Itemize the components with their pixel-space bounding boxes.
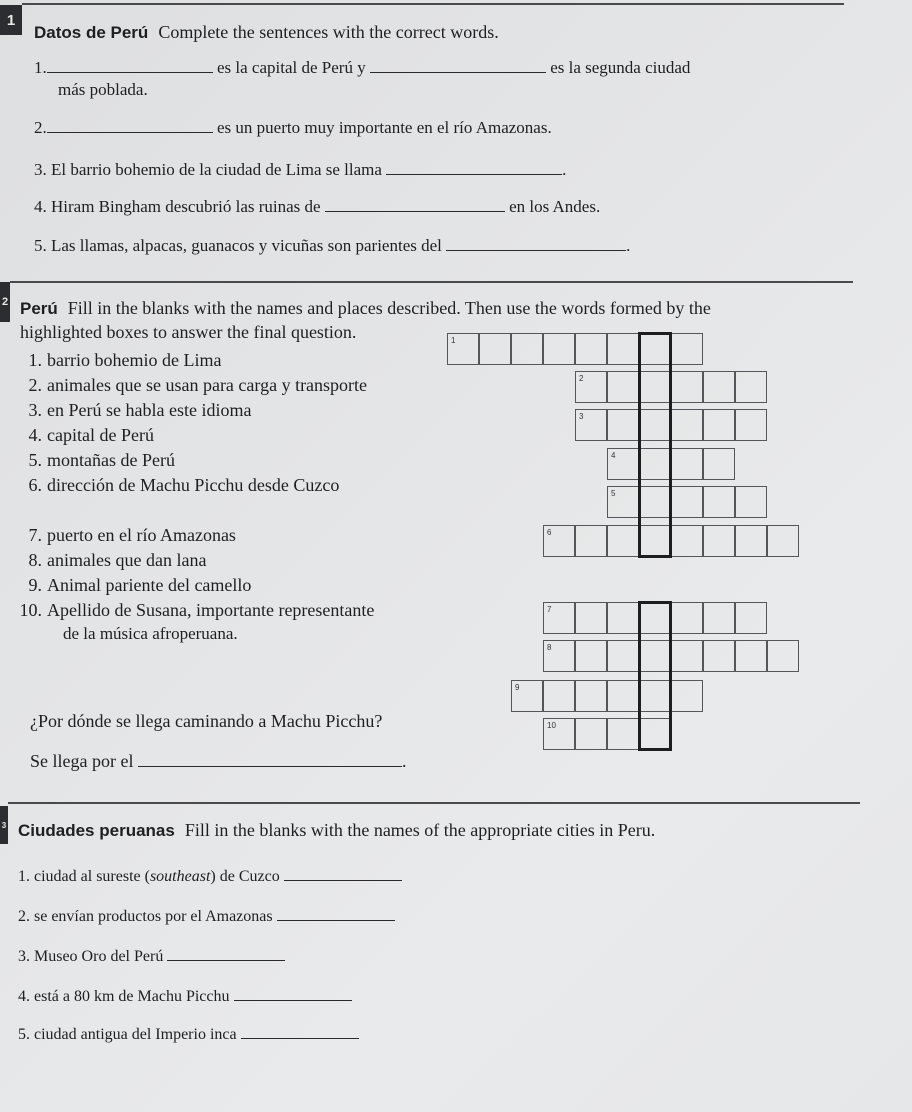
crossword-cell[interactable]: [543, 525, 575, 557]
crossword-cell[interactable]: [735, 640, 767, 672]
section3-title: Ciudades peruanas: [18, 821, 175, 840]
clue-6: [16, 474, 339, 496]
crossword-cell[interactable]: [639, 409, 671, 441]
crossword-cell[interactable]: [447, 333, 479, 365]
crossword-cell[interactable]: [575, 525, 607, 557]
clue-number: 7.: [28, 525, 42, 545]
s3-item-1: [18, 866, 402, 887]
punct: .: [626, 236, 631, 255]
crossword-cell[interactable]: [735, 525, 767, 557]
crossword-cell[interactable]: [639, 680, 671, 712]
crossword-cell[interactable]: [575, 409, 607, 441]
section3-top-rule: [8, 802, 860, 804]
s3-item1-italic: southeast: [149, 868, 211, 885]
s1-item-1-cont: más poblada.: [58, 80, 148, 99]
clue-text: en Perú se habla este idioma: [47, 400, 252, 420]
crossword-cell[interactable]: [703, 486, 735, 518]
crossword-clue-number: 1: [451, 336, 456, 345]
s1-item-1: [34, 58, 690, 78]
s1-item1-text-b: es la segunda ciudad: [550, 58, 691, 77]
crossword-cell[interactable]: [671, 371, 703, 403]
s3-item-2: [18, 906, 395, 927]
section1-badge: [0, 5, 22, 35]
crossword-cell[interactable]: [575, 602, 607, 634]
crossword-clue-number: 10: [547, 721, 556, 730]
clue-10-cont: de la música afroperuana.: [63, 624, 238, 643]
crossword-cell[interactable]: [767, 525, 799, 557]
crossword-cell[interactable]: [607, 680, 639, 712]
section3-badge-number: 3: [1, 820, 7, 830]
crossword-clue-number: 7: [547, 605, 552, 614]
crossword-cell[interactable]: [607, 486, 639, 518]
final-question: ¿Por dónde se llega caminando a Machu Picchu?: [30, 711, 383, 731]
clue-number: 2.: [28, 375, 42, 395]
item-number: 4.: [34, 197, 47, 216]
crossword-cell[interactable]: [543, 333, 575, 365]
crossword-cell[interactable]: [703, 640, 735, 672]
crossword-cell[interactable]: [639, 640, 671, 672]
section2-instruction-cont: highlighted boxes to answer the final question.: [20, 322, 357, 342]
crossword-cell[interactable]: [543, 640, 575, 672]
clue-2: [16, 374, 367, 396]
s1-item-4: [34, 197, 600, 217]
s3-item5-text: ciudad antigua del Imperio inca: [34, 1026, 237, 1043]
crossword-cell[interactable]: [735, 602, 767, 634]
clue-text: puerto en el río Amazonas: [47, 525, 236, 545]
punct: .: [562, 160, 567, 179]
s1-item4-after: en los Andes.: [509, 197, 601, 216]
clue-text: Animal pariente del camello: [47, 575, 252, 595]
item-number: 5.: [18, 1026, 30, 1043]
crossword-cell[interactable]: [767, 640, 799, 672]
crossword-clue-number: 2: [579, 374, 584, 383]
section2-badge-number: 2: [1, 296, 9, 308]
crossword-cell[interactable]: [703, 371, 735, 403]
clue-10: [16, 599, 374, 621]
s3-item1-blank[interactable]: [284, 866, 402, 881]
crossword-cell[interactable]: [607, 448, 639, 480]
final-answer: [30, 750, 406, 772]
crossword-clue-number: 8: [547, 643, 552, 652]
item-number: 4.: [18, 988, 30, 1005]
crossword-cell[interactable]: [575, 333, 607, 365]
item-number: 3.: [18, 948, 30, 965]
crossword-cell[interactable]: [607, 371, 639, 403]
section2-header: [20, 298, 711, 319]
crossword-clue-number: 6: [547, 528, 552, 537]
item-number: 1.: [18, 868, 30, 885]
crossword-cell[interactable]: [639, 718, 671, 750]
s1-item4-blank[interactable]: [325, 197, 505, 212]
s1-item3-blank[interactable]: [386, 160, 562, 175]
s1-item2-blank[interactable]: [47, 118, 213, 133]
crossword-cell[interactable]: [703, 602, 735, 634]
item-number: 1.: [34, 58, 47, 77]
s1-item-2: [34, 118, 552, 138]
section3-instruction: Fill in the blanks with the names of the appropriate cities in Peru.: [184, 820, 656, 840]
s3-item3-text: Museo Oro del Perú: [34, 948, 164, 965]
s3-item-4: [18, 986, 352, 1007]
crossword-cell[interactable]: [639, 486, 671, 518]
crossword-clue-number: 4: [611, 451, 616, 460]
section1-top-rule: [22, 3, 844, 5]
crossword-clue-number: 5: [611, 489, 616, 498]
crossword-cell[interactable]: [639, 371, 671, 403]
crossword-cell[interactable]: [639, 448, 671, 480]
clue-number: 8.: [28, 550, 42, 570]
crossword-cell[interactable]: [639, 525, 671, 557]
crossword-cell[interactable]: [511, 333, 543, 365]
crossword-clue-number: 9: [515, 683, 520, 692]
crossword-cell[interactable]: [607, 640, 639, 672]
crossword-cell[interactable]: [479, 333, 511, 365]
section1-header: [34, 22, 499, 43]
crossword-cell[interactable]: [671, 680, 703, 712]
section1-title: Datos de Perú: [34, 23, 149, 42]
s3-item3-blank[interactable]: [167, 946, 285, 961]
crossword-cell[interactable]: [575, 640, 607, 672]
crossword-cell[interactable]: [543, 602, 575, 634]
crossword-cell[interactable]: [671, 409, 703, 441]
s1-item3-text: El barrio bohemio de la ciudad de Lima se llama: [51, 160, 382, 179]
clue-text: dirección de Machu Picchu desde Cuzco: [47, 475, 340, 495]
clue-number: 4.: [28, 425, 42, 445]
clue-text: capital de Perú: [47, 425, 154, 445]
clue-1: [16, 349, 221, 371]
punct: .: [401, 751, 407, 771]
clue-7: [16, 524, 236, 546]
s3-item5-blank[interactable]: [241, 1024, 359, 1039]
crossword-cell[interactable]: [543, 718, 575, 750]
section1-instruction: Complete the sentences with the correct words.: [158, 22, 499, 42]
clue-9: [16, 574, 251, 596]
s3-item1-text: ciudad al sureste (: [34, 868, 150, 885]
s1-item-3: [34, 160, 566, 180]
clue-text: animales que se usan para carga y transporte: [47, 375, 368, 395]
s1-item-5: [34, 236, 630, 256]
clue-number: 5.: [28, 450, 42, 470]
crossword-cell[interactable]: [511, 680, 543, 712]
s1-item1-text-a: es la capital de Perú y: [217, 58, 366, 77]
section2-badge: [0, 282, 10, 322]
crossword-cell[interactable]: [639, 333, 671, 365]
clue-5: [16, 449, 175, 471]
crossword-cell[interactable]: [703, 448, 735, 480]
crossword-cell[interactable]: [671, 486, 703, 518]
crossword-cell[interactable]: [607, 525, 639, 557]
clue-number: 3.: [28, 400, 42, 420]
crossword-cell[interactable]: [607, 409, 639, 441]
item-number: 5.: [34, 236, 47, 255]
item-number: 2.: [18, 908, 30, 925]
section2-instruction: Fill in the blanks with the names and places described. Then use the words formed by the: [67, 298, 711, 318]
clue-number: 9.: [28, 575, 42, 595]
crossword-cell[interactable]: [575, 371, 607, 403]
section3-header: [18, 820, 655, 841]
s3-item1-text-post: ) de Cuzco: [210, 868, 280, 885]
clue-3: [16, 399, 251, 421]
section2-title: Perú: [20, 299, 58, 318]
clue-text: barrio bohemio de Lima: [47, 350, 222, 370]
crossword-cell[interactable]: [575, 680, 607, 712]
crossword-cell[interactable]: [735, 371, 767, 403]
crossword-cell[interactable]: [671, 602, 703, 634]
final-answer-prefix: Se llega por el: [30, 751, 134, 771]
s3-item-5: [18, 1024, 359, 1045]
crossword-cell[interactable]: [735, 486, 767, 518]
section2-top-rule: [10, 281, 853, 283]
crossword-cell[interactable]: [607, 602, 639, 634]
crossword-cell[interactable]: [607, 718, 639, 750]
section1-badge-number: 1: [6, 11, 16, 29]
clue-number: 10.: [19, 600, 42, 620]
clue-number: 6.: [28, 475, 42, 495]
crossword-cell[interactable]: [735, 409, 767, 441]
clue-8: [16, 549, 206, 571]
s1-item4-text: Hiram Bingham descubrió las ruinas de: [51, 197, 321, 216]
crossword-cell[interactable]: [543, 680, 575, 712]
s3-item-3: [18, 946, 285, 967]
clue-number: 1.: [28, 350, 42, 370]
s1-item5-blank[interactable]: [446, 236, 626, 251]
crossword-cell[interactable]: [671, 525, 703, 557]
s1-item1-blank-b[interactable]: [370, 58, 546, 73]
final-answer-blank[interactable]: [138, 752, 402, 767]
section3-badge: [0, 806, 8, 844]
crossword-cell[interactable]: [607, 333, 639, 365]
s1-item1-blank-a[interactable]: [47, 58, 213, 73]
clue-4: [16, 424, 154, 446]
s1-item5-text: Las llamas, alpacas, guanacos y vicuñas son parientes del: [51, 236, 442, 255]
crossword-cell[interactable]: [671, 333, 703, 365]
clue-text: Apellido de Susana, importante representante: [47, 600, 375, 620]
clue-text: montañas de Perú: [47, 450, 175, 470]
item-number: 2.: [34, 118, 47, 137]
item-number: 3.: [34, 160, 47, 179]
crossword-cell[interactable]: [575, 718, 607, 750]
s3-item2-blank[interactable]: [277, 906, 395, 921]
crossword-cell[interactable]: [703, 525, 735, 557]
crossword-cell[interactable]: [671, 448, 703, 480]
crossword-cell[interactable]: [639, 602, 671, 634]
s1-item2-text: es un puerto muy importante en el río Amazonas.: [217, 118, 552, 137]
clue-text: animales que dan lana: [47, 550, 207, 570]
s3-item4-text: está a 80 km de Machu Picchu: [34, 988, 230, 1005]
s3-item2-text: se envían productos por el Amazonas: [34, 908, 273, 925]
crossword-cell[interactable]: [703, 409, 735, 441]
crossword-clue-number: 3: [579, 412, 584, 421]
crossword-cell[interactable]: [671, 640, 703, 672]
s3-item4-blank[interactable]: [234, 986, 352, 1001]
